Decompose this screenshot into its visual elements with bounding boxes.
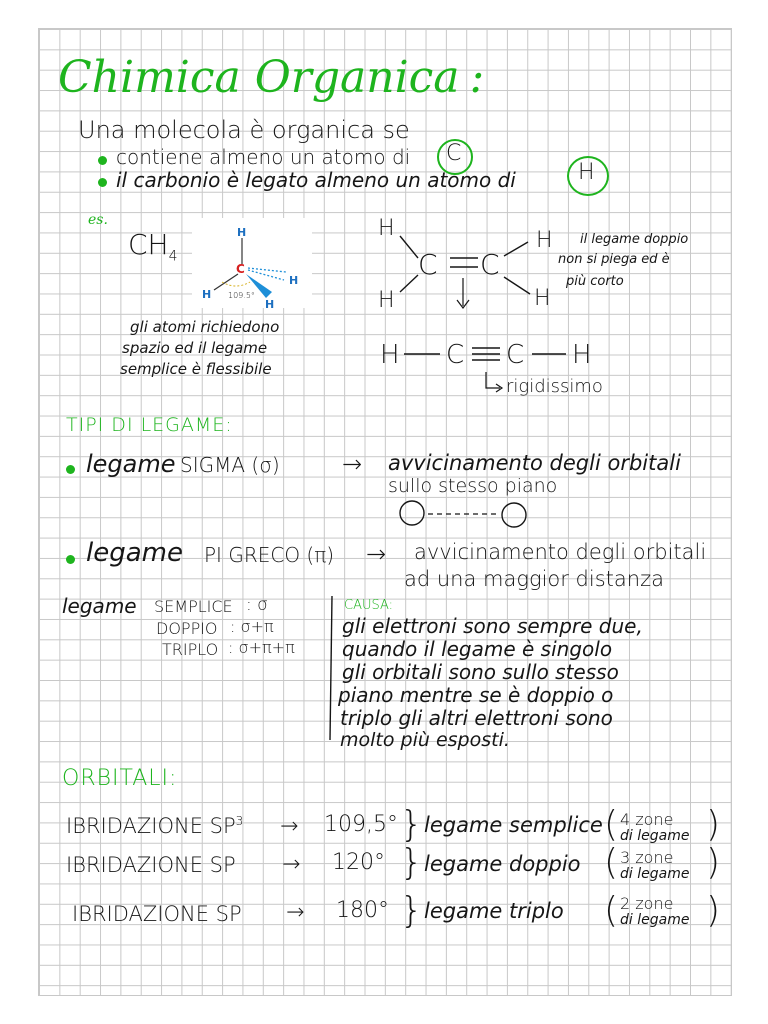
orbital-row-1-zones-sub: di legame [620, 828, 690, 844]
orbital-row-3-zones-sub: di legame [620, 912, 690, 928]
orbital-row-3-paren-open: ( [604, 890, 619, 931]
pi-arrow: → [366, 540, 387, 568]
orbital-row-1-angle: 109,5° [324, 812, 398, 837]
summary-value-semplice: : σ [246, 595, 268, 615]
cause-line: triplo gli altri elettroni sono [340, 706, 613, 730]
methane-note-line: semplice è flessibile [120, 360, 272, 378]
cause-heading: CAUSA: [344, 598, 394, 613]
summary-type-doppio: DOPPIO [156, 619, 218, 638]
orbital-row-1-label [66, 814, 243, 838]
zones-num: 3 [620, 848, 631, 867]
ethene-note-line: non si piega ed è [558, 252, 670, 267]
orbital-row-2-angle: 120° [332, 850, 385, 875]
intro-text: Una molecola è organica se [78, 116, 410, 144]
hybrid-exponent: 3 [235, 814, 244, 828]
pi-desc-line: ad una maggior distanza [404, 567, 664, 591]
orbital-row-3-angle: 180° [336, 898, 389, 923]
sigma-desc-line: avvicinamento degli orbitali [388, 451, 681, 475]
methane-3d-figure [192, 218, 312, 311]
summary-type-triplo: TRIPLO [162, 640, 219, 659]
cause-line: molto più esposti. [340, 729, 510, 751]
circled-h-letter: H [578, 160, 595, 185]
ethyne-c-right: C [506, 340, 525, 370]
bullet-dot [66, 555, 75, 564]
ethene-c: C [480, 248, 500, 281]
zones-num: 2 [620, 894, 631, 913]
orbital-row-2-paren-close: ) [706, 842, 721, 883]
cause-line: quando il legame è singolo [342, 637, 613, 661]
orbital-row-1-paren-open: ( [604, 804, 619, 845]
orbital-row-3-brace: } [400, 890, 423, 931]
cause-line: gli elettroni sono sempre due, [342, 614, 643, 638]
orbital-row-2-zones-sub: di legame [620, 866, 690, 882]
summary-prefix: legame [62, 594, 137, 618]
bond-types-heading: TIPI DI LEGAME: [66, 414, 233, 436]
summary-type-semplice: SEMPLICE [154, 597, 233, 616]
ethyne-h-right: H [572, 340, 592, 370]
methane-c-center: C [236, 262, 245, 276]
cause-line: piano mentre se è doppio o [338, 683, 614, 707]
ethene-note-line: più corto [566, 274, 624, 289]
methane-h-right: H [289, 274, 299, 287]
sigma-arrow: → [342, 450, 363, 478]
orbital-row-2-label [66, 853, 236, 877]
orbitals-heading: ORBITALI: [62, 766, 178, 791]
orbital-row-2-arrow: → [282, 852, 301, 877]
methane-h-top: H [237, 226, 247, 239]
methane-note-line: gli atomi richiedono [130, 318, 280, 336]
bond-angle-label: 109.5° [228, 291, 255, 300]
orbital-row-1-bond: legame semplice [424, 813, 603, 837]
zones-word: zone [635, 848, 674, 867]
hybrid-label: IBRIDAZIONE SP [66, 814, 236, 838]
ethene-note-line: il legame doppio [580, 232, 689, 247]
orbital-row-3-paren-close: ) [706, 890, 721, 931]
title-colon: : [469, 52, 485, 103]
pi-label: legame [86, 538, 183, 568]
bullet-2-text: il carbonio è legato almeno un atomo di [116, 168, 516, 192]
ethyne-note: rigidissimo [506, 376, 603, 397]
formula-subscript: 4 [168, 248, 178, 265]
summary-value-doppio: : σ+π [230, 617, 274, 636]
orbital-row-2-brace: } [400, 842, 423, 883]
orbital-row-2-bond: legame doppio [424, 852, 581, 876]
methane-formula [128, 228, 178, 265]
summary-value-doppio-text: σ+π [240, 617, 274, 636]
orbital-row-3-bond: legame triplo [424, 899, 564, 923]
ethene-h: H [378, 288, 395, 313]
zones-word: zone [635, 810, 674, 829]
ethene-h: H [378, 216, 395, 241]
methane-h-bottom: H [265, 298, 275, 311]
bullet-dot [98, 156, 107, 165]
example-label: es. [88, 212, 108, 228]
ethene-c: C [418, 248, 438, 281]
ethyne-h-left: H [380, 340, 400, 370]
orbital-row-2-paren-open: ( [604, 842, 619, 883]
ethyne-c-left: C [446, 340, 465, 370]
ethene-h: H [536, 228, 553, 253]
hybrid-label: IBRIDAZIONE SP [66, 853, 236, 877]
orbital-row-1-zones [620, 810, 673, 829]
summary-value-triplo: : σ+π+π [228, 638, 295, 657]
orbital-row-3-arrow: → [286, 900, 305, 925]
bullet-1-text: contiene almeno un atomo di [116, 145, 411, 169]
summary-value-semplice-text: σ [257, 595, 268, 615]
orbital-row-1-arrow: → [280, 814, 299, 839]
orbital-row-3-label [72, 902, 242, 926]
title-text: Chimica Organica [58, 52, 460, 103]
hybrid-label: IBRIDAZIONE SP [72, 902, 242, 926]
orbital-row-2-zones [620, 848, 673, 867]
summary-value-triplo-text: σ+π+π [238, 638, 295, 657]
methane-note-line: spazio ed il legame [122, 339, 268, 357]
circled-c-letter: C [446, 141, 462, 166]
sigma-label: legame [86, 450, 176, 478]
orbital-row-3-zones [620, 894, 673, 913]
sigma-desc-line: sullo stesso piano [388, 475, 558, 497]
zones-num: 4 [620, 810, 631, 829]
orbital-row-1-brace: } [400, 804, 423, 845]
pi-desc-line: avvicinamento degli orbitali [414, 540, 707, 564]
page-title [58, 52, 484, 103]
bullet-dot [66, 465, 75, 474]
sigma-name: SIGMA (σ) [180, 453, 280, 477]
methane-h-left: H [202, 288, 212, 301]
pi-name: PI GRECO (π) [204, 543, 335, 567]
ethene-h: H [534, 286, 551, 311]
formula-main: CH [128, 228, 169, 261]
cause-line: gli orbitali sono sullo stesso [342, 660, 619, 684]
orbital-row-1-paren-close: ) [706, 804, 721, 845]
bullet-dot [98, 178, 107, 187]
zones-word: zone [635, 894, 674, 913]
